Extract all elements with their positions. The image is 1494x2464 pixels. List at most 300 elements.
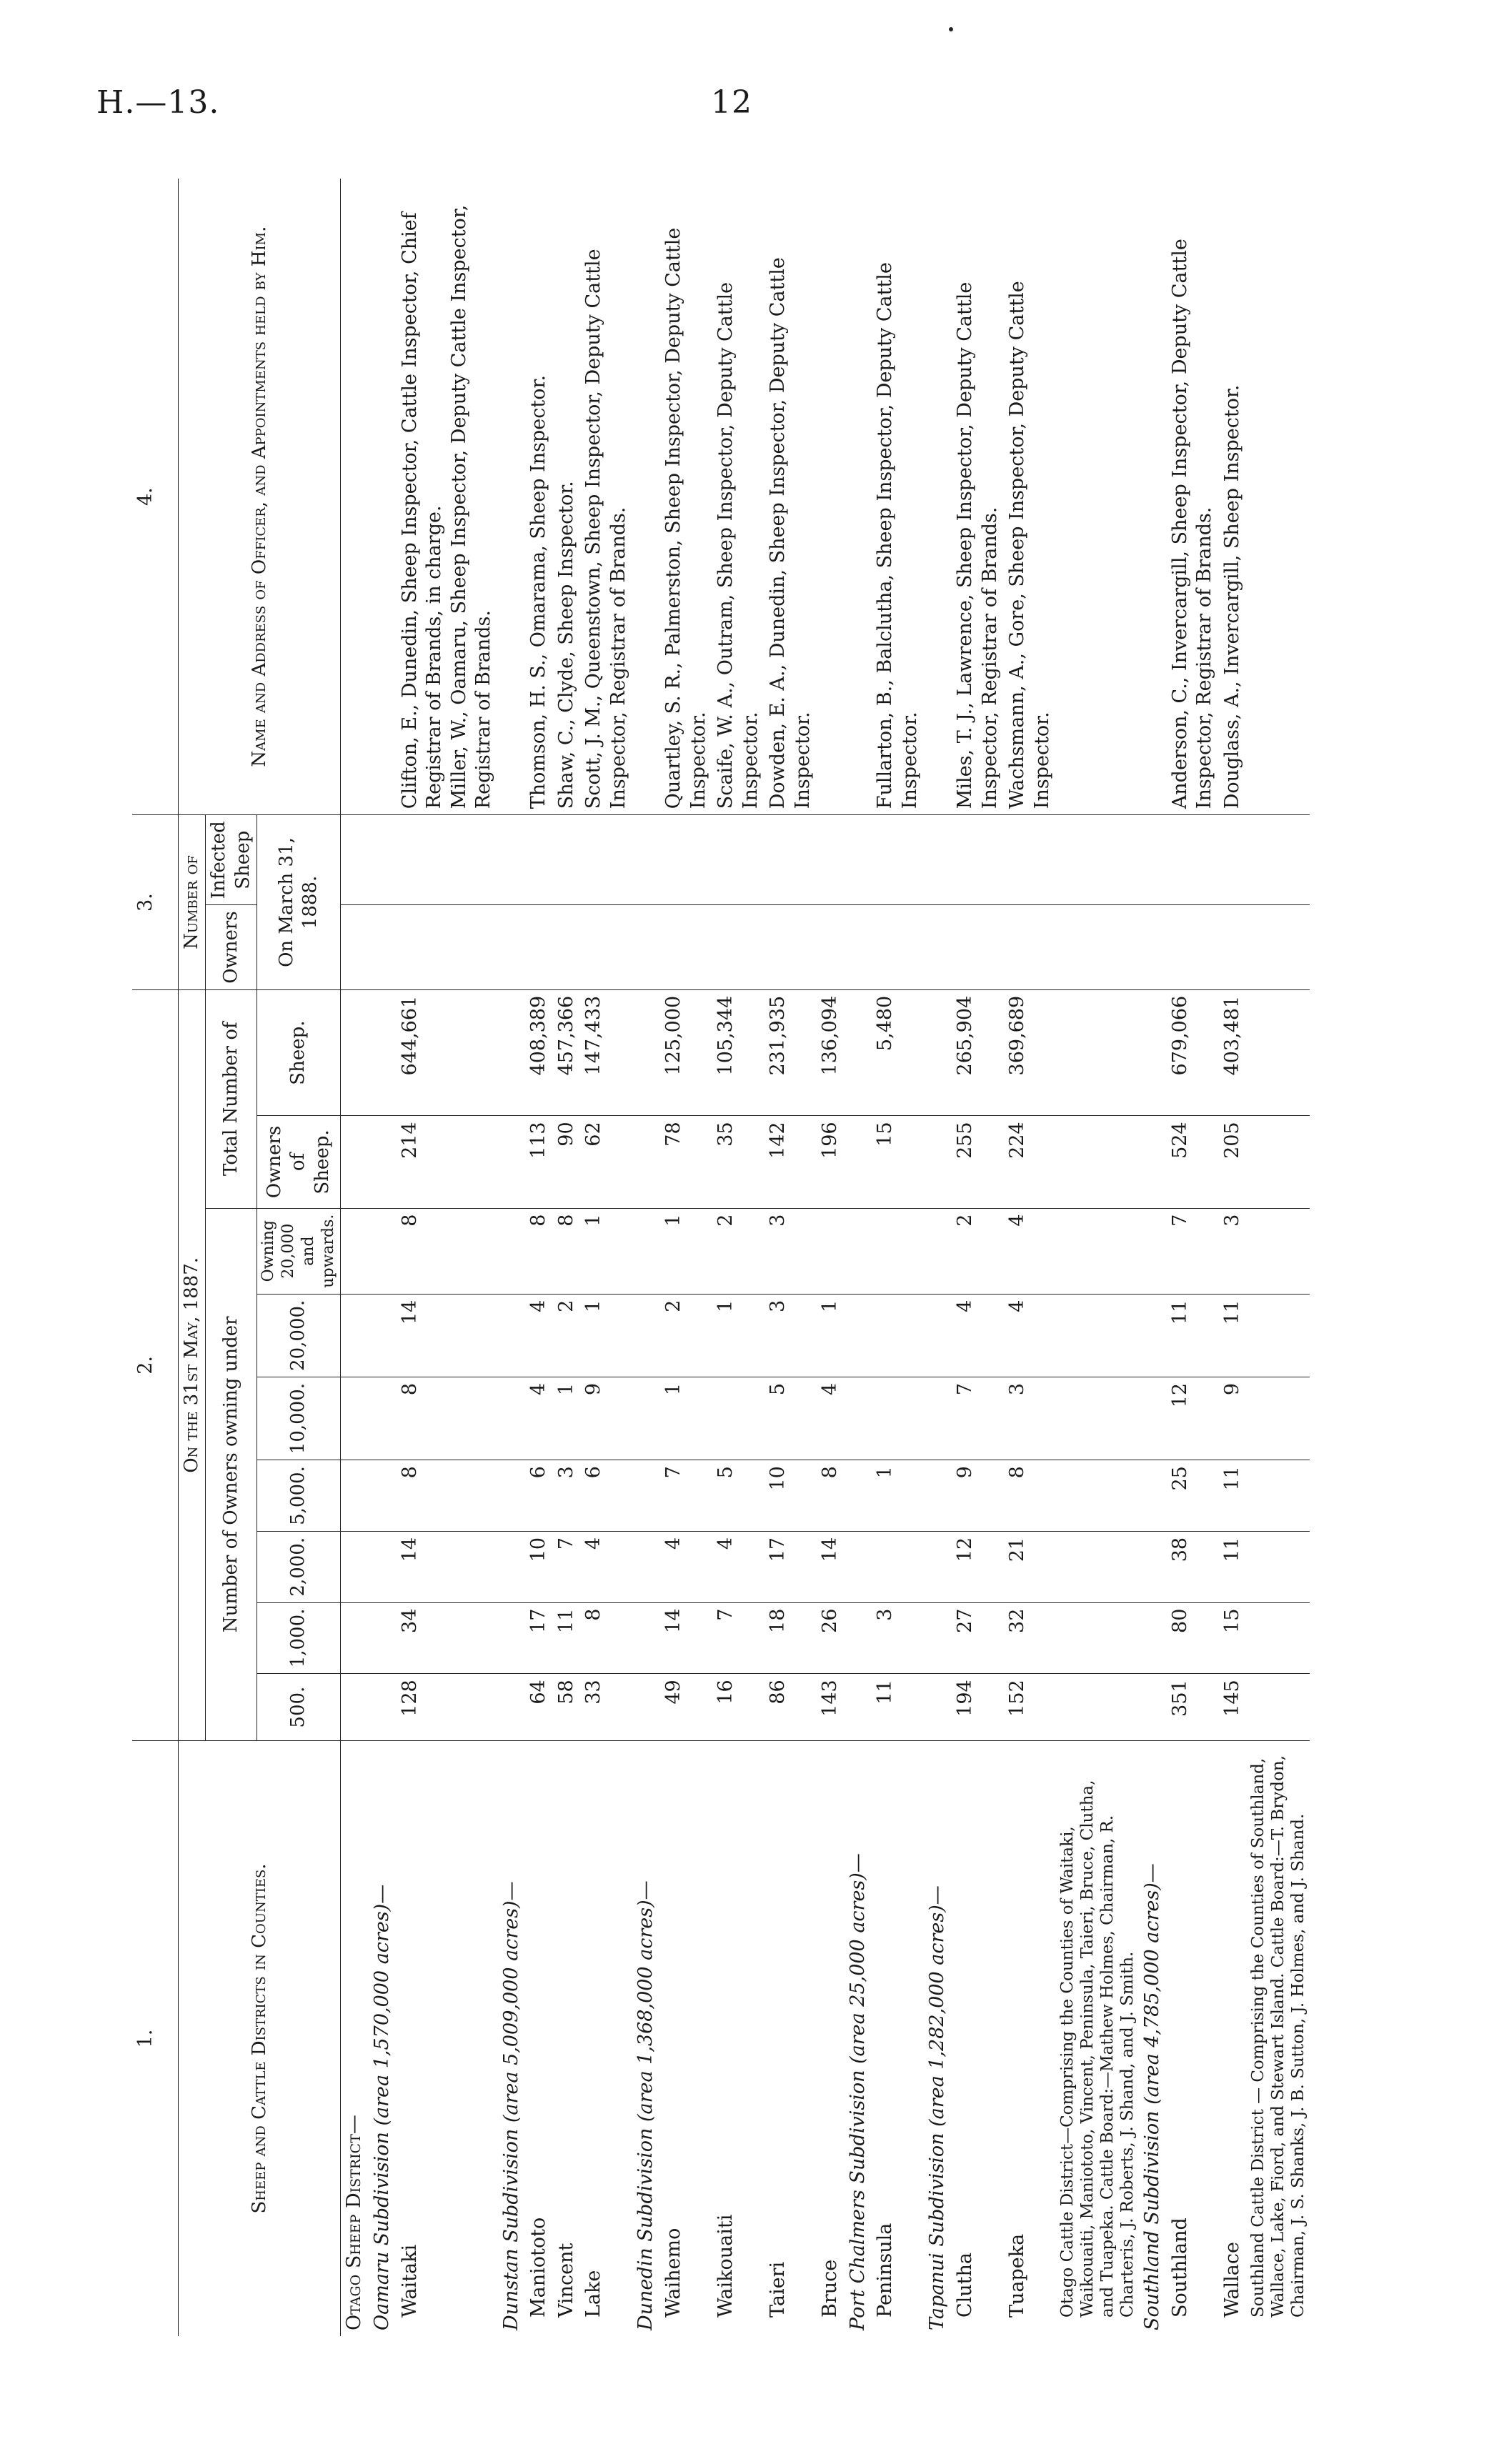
- cell-value: 8: [817, 1460, 845, 1532]
- cell-value: [845, 1116, 872, 1208]
- officer-entry: Dowden, E. A., Dunedin, Sheep Inspector, Deputy Cattle Inspector.: [767, 257, 814, 809]
- cell-value: 2: [553, 1294, 581, 1377]
- cell-value: [1247, 1531, 1310, 1602]
- cell-value: 136,094: [817, 989, 845, 1116]
- cell-value: [872, 1208, 924, 1294]
- cell-value: [1247, 1377, 1310, 1460]
- cell-value: [952, 815, 1004, 905]
- cell-value: 2: [712, 1208, 765, 1294]
- col2-number: 2.: [132, 989, 179, 1740]
- cell-value: [498, 1116, 526, 1208]
- cell-value: 10: [525, 1531, 553, 1602]
- cell-value: [1139, 815, 1167, 905]
- cell-value: [1056, 1208, 1139, 1294]
- table-row: [1167, 179, 1219, 2336]
- cell-value: [341, 1116, 369, 1208]
- cell-value: 49: [660, 1674, 712, 1741]
- cell-value: 679,066: [1167, 989, 1219, 1116]
- cell-value: 27: [952, 1602, 1004, 1674]
- cell-value: 11: [1219, 1294, 1247, 1377]
- cell-value: 1: [553, 1377, 581, 1460]
- cell-value: [1056, 989, 1139, 1116]
- cell-value: [498, 1602, 526, 1674]
- cell-value: [498, 1674, 526, 1741]
- cell-value: [369, 905, 397, 989]
- cell-value: [553, 815, 581, 905]
- cell-value: [498, 1531, 526, 1602]
- head-500: 500.: [257, 1674, 341, 1741]
- rotated-table: [132, 179, 1375, 2336]
- cell-value: [632, 1460, 660, 1532]
- cell-value: 11: [872, 1674, 924, 1741]
- cell-value: [1056, 1602, 1139, 1674]
- table-row: [525, 179, 553, 2336]
- cell-value: [1139, 989, 1167, 1116]
- officer-cell: [1056, 179, 1139, 815]
- head-20000: 20,000.: [257, 1294, 341, 1377]
- cell-value: [1219, 815, 1247, 905]
- cell-value: 11: [553, 1602, 581, 1674]
- officer-cell: [924, 179, 952, 815]
- cell-value: 4: [952, 1294, 1004, 1377]
- cell-value: 17: [765, 1531, 817, 1602]
- cell-value: [1056, 1294, 1139, 1377]
- cell-value: [845, 1531, 872, 1602]
- cell-value: 3: [872, 1602, 924, 1674]
- cell-value: 25: [1167, 1460, 1219, 1532]
- cell-value: [632, 1531, 660, 1602]
- cell-value: 142: [765, 1116, 817, 1208]
- cell-value: 3: [1004, 1377, 1056, 1460]
- cell-value: [845, 1208, 872, 1294]
- officer-cell: [765, 179, 817, 815]
- cell-value: [1247, 1674, 1310, 1741]
- cell-value: [1056, 1116, 1139, 1208]
- cell-value: [632, 1208, 660, 1294]
- cell-value: [341, 1460, 369, 1532]
- cell-value: [341, 905, 369, 989]
- cell-value: 457,366: [553, 989, 581, 1116]
- cell-value: 12: [1167, 1377, 1219, 1460]
- cell-value: 7: [660, 1460, 712, 1532]
- officer-cell: [397, 179, 498, 815]
- cell-value: [341, 1602, 369, 1674]
- cell-value: [845, 989, 872, 1116]
- officer-entry: Scaife, W. A., Outram, Sheep Inspector, Deputy Cattle Inspector.: [714, 281, 762, 809]
- cell-value: [1004, 815, 1056, 905]
- cell-value: [525, 905, 553, 989]
- cell-value: 1: [872, 1460, 924, 1532]
- col1-number: 1.: [132, 1740, 179, 2336]
- c3-owners-heading: Owners: [206, 905, 257, 989]
- cell-value: [872, 1377, 924, 1460]
- cell-value: [817, 905, 845, 989]
- cell-value: [498, 1377, 526, 1460]
- cell-value: [924, 1531, 952, 1602]
- head-sheep: Sheep.: [257, 989, 341, 1116]
- cell-value: 1: [660, 1377, 712, 1460]
- officer-cell: [952, 179, 1004, 815]
- cell-value: 21: [1004, 1531, 1056, 1602]
- cell-value: 10: [765, 1460, 817, 1532]
- cell-value: 4: [817, 1377, 845, 1460]
- cell-value: 147,433: [580, 989, 632, 1116]
- ink-speck: [949, 27, 953, 31]
- cell-value: [1056, 1460, 1139, 1532]
- cell-value: [580, 815, 632, 905]
- cell-value: 125,000: [660, 989, 712, 1116]
- cell-value: 143: [817, 1674, 845, 1741]
- cell-value: [872, 905, 924, 989]
- page-code: H.—13.: [96, 84, 220, 121]
- cell-value: 35: [712, 1116, 765, 1208]
- cell-value: 90: [553, 1116, 581, 1208]
- cell-value: [924, 989, 952, 1116]
- district-label: Tapanui Subdivision (area 1,282,000 acres)—: [926, 1885, 949, 2330]
- col3-number: 3.: [132, 815, 179, 990]
- cell-value: 16: [712, 1674, 765, 1741]
- district-label: Wallace: [1221, 2242, 1244, 2318]
- cell-value: 255: [952, 1116, 1004, 1208]
- officer-cell: [1247, 179, 1310, 815]
- cell-value: [369, 1531, 397, 1602]
- table-row: [817, 179, 845, 2336]
- head-2000: 2,000.: [257, 1531, 341, 1602]
- cell-value: 5,480: [872, 989, 924, 1116]
- rotated-table-stage: [132, 179, 1375, 2336]
- cell-value: [632, 1294, 660, 1377]
- cell-value: 32: [1004, 1602, 1056, 1674]
- cell-value: 128: [397, 1674, 498, 1741]
- cell-value: [1139, 1208, 1167, 1294]
- officer-entry: Anderson, C., Invercargill, Sheep Inspector, Deputy Cattle Inspector, Registrar of Brands.: [1168, 239, 1216, 809]
- col2-title: On the 31st May, 1887.: [179, 989, 206, 1740]
- cell-value: [1056, 905, 1139, 989]
- cell-value: 8: [553, 1208, 581, 1294]
- officer-cell: [341, 179, 369, 815]
- table-row: [1219, 179, 1247, 2336]
- head-5000: 5,000.: [257, 1460, 341, 1532]
- cell-value: 4: [580, 1531, 632, 1602]
- district-label: Southland Cattle District — Comprising the Counties of Southland, Wallace, Lake, Fiord, and Stewart Island. Cattle Board:—T. Brydon, Chairman, J. S. Shanks, J. B. Sutton, J. Holmes, and J. Shand.: [1248, 1755, 1308, 2318]
- head-owners-of-sheep: Owners of Sheep.: [257, 1116, 341, 1208]
- head-1000: 1,000.: [257, 1602, 341, 1674]
- cell-value: 80: [1167, 1602, 1219, 1674]
- cell-value: 1: [580, 1294, 632, 1377]
- officer-cell: [817, 179, 845, 815]
- cell-value: 8: [525, 1208, 553, 1294]
- cell-value: [872, 815, 924, 905]
- cell-value: [845, 815, 872, 905]
- cell-value: 26: [817, 1602, 845, 1674]
- cell-value: [632, 1602, 660, 1674]
- cell-value: 14: [660, 1602, 712, 1674]
- cell-value: 644,661: [397, 989, 498, 1116]
- table-row: [924, 179, 952, 2336]
- cell-value: [632, 1377, 660, 1460]
- cell-value: 15: [1219, 1602, 1247, 1674]
- district-label: Dunstan Subdivision (area 5,009,000 acres)—: [499, 1881, 522, 2330]
- cell-value: 408,389: [525, 989, 553, 1116]
- officer-entry: Fullarton, B., Balclutha, Sheep Inspector, Deputy Cattle Inspector.: [874, 262, 921, 809]
- cell-value: 34: [397, 1602, 498, 1674]
- officer-entry: Quartley, S. R., Palmerston, Sheep Inspector, Deputy Cattle Inspector.: [662, 227, 709, 809]
- district-label: Tuapeka: [1006, 2233, 1029, 2318]
- cell-value: [765, 815, 817, 905]
- cell-value: 9: [952, 1460, 1004, 1532]
- officer-entry: Miller, W., Oamaru, Sheep Inspector, Deputy Cattle Inspector, Registrar of Brands.: [447, 204, 495, 809]
- cell-value: 214: [397, 1116, 498, 1208]
- officer-entry: Miles, T. J., Lawrence, Sheep Inspector, Deputy Cattle Inspector, Registrar of Brands.: [954, 281, 1001, 809]
- officer-cell: [1139, 179, 1167, 815]
- cell-value: 3: [553, 1460, 581, 1532]
- c3-infected-heading: Infected Sheep: [206, 815, 257, 905]
- cell-value: 7: [1167, 1208, 1219, 1294]
- head-march-date: On March 31, 1888.: [257, 815, 341, 990]
- district-label: Lake: [582, 2270, 605, 2318]
- col1-title: Sheep and Cattle Districts in Counties.: [179, 1740, 341, 2336]
- cell-value: 194: [952, 1674, 1004, 1741]
- cell-value: 224: [1004, 1116, 1056, 1208]
- cell-value: [1247, 815, 1310, 905]
- cell-value: [1219, 905, 1247, 989]
- cell-value: [498, 989, 526, 1116]
- cell-value: [397, 905, 498, 989]
- cell-value: [580, 905, 632, 989]
- district-label: Waitaki: [398, 2244, 421, 2318]
- officer-entry: Wachsmann, A., Gore, Sheep Inspector, Deputy Cattle Inspector.: [1006, 281, 1053, 809]
- officer-entry: Shaw, C., Clyde, Sheep Inspector.: [554, 481, 577, 809]
- table-row: [712, 179, 765, 2336]
- table-row: [845, 179, 872, 2336]
- cell-value: 58: [553, 1674, 581, 1741]
- cell-value: 9: [1219, 1377, 1247, 1460]
- table-row: [1139, 179, 1167, 2336]
- cell-value: 8: [397, 1460, 498, 1532]
- cell-value: [341, 815, 369, 905]
- cell-value: [369, 1460, 397, 1532]
- cell-value: 14: [817, 1531, 845, 1602]
- cell-value: 1: [712, 1294, 765, 1377]
- cell-value: 1: [580, 1208, 632, 1294]
- cell-value: [341, 989, 369, 1116]
- table-row: [397, 179, 498, 2336]
- cell-value: 15: [872, 1116, 924, 1208]
- cell-value: [525, 815, 553, 905]
- district-label: Oamaru Subdivision (area 1,570,000 acres)—: [370, 1884, 393, 2330]
- table-row: [1247, 179, 1310, 2336]
- officer-cell: [553, 179, 581, 815]
- cell-value: 5: [712, 1460, 765, 1532]
- cell-value: [952, 905, 1004, 989]
- cell-value: [872, 1294, 924, 1377]
- cell-value: 1: [660, 1208, 712, 1294]
- cell-value: [660, 905, 712, 989]
- cell-value: [924, 815, 952, 905]
- cell-value: 403,481: [1219, 989, 1247, 1116]
- district-label: Taieri: [767, 2261, 790, 2318]
- table-row: [498, 179, 526, 2336]
- cell-value: 3: [1219, 1208, 1247, 1294]
- cell-value: [341, 1294, 369, 1377]
- head-10000: 10,000.: [257, 1377, 341, 1460]
- cell-value: 152: [1004, 1674, 1056, 1741]
- cell-value: 8: [397, 1208, 498, 1294]
- officer-cell: [845, 179, 872, 815]
- officer-cell: [1219, 179, 1247, 815]
- cell-value: [341, 1377, 369, 1460]
- cell-value: [924, 1116, 952, 1208]
- cell-value: [765, 905, 817, 989]
- col4-title: Name and Address of Officer, and Appointments held by Him.: [179, 179, 341, 815]
- table-row: [952, 179, 1004, 2336]
- officer-cell: [369, 179, 397, 815]
- cell-value: 3: [765, 1294, 817, 1377]
- cell-value: [924, 1377, 952, 1460]
- cell-value: [1056, 1377, 1139, 1460]
- cell-value: [660, 815, 712, 905]
- cell-value: 4: [1004, 1208, 1056, 1294]
- cell-value: [872, 1531, 924, 1602]
- cell-value: 8: [1004, 1460, 1056, 1532]
- cell-value: [817, 1208, 845, 1294]
- cell-value: 14: [397, 1294, 498, 1377]
- officer-cell: [580, 179, 632, 815]
- officer-entry: Clifton, E., Dunedin, Sheep Inspector, Cattle Inspector, Chief Registrar of Brands, in charge.: [398, 212, 446, 809]
- cell-value: 351: [1167, 1674, 1219, 1741]
- cell-value: [341, 1208, 369, 1294]
- officer-cell: [498, 179, 526, 815]
- cell-value: [845, 1674, 872, 1741]
- cell-value: 3: [765, 1208, 817, 1294]
- table-row: [580, 179, 632, 2336]
- cell-value: [498, 905, 526, 989]
- cell-value: [845, 1602, 872, 1674]
- cell-value: 11: [1167, 1294, 1219, 1377]
- cell-value: 196: [817, 1116, 845, 1208]
- sheep-return-table: [132, 179, 1310, 2336]
- cell-value: 524: [1167, 1116, 1219, 1208]
- cell-value: [498, 1294, 526, 1377]
- district-label: Peninsula: [874, 2223, 897, 2318]
- cell-value: 7: [952, 1377, 1004, 1460]
- cell-value: 1: [817, 1294, 845, 1377]
- total-number-heading: Total Number of: [206, 989, 257, 1208]
- cell-value: [1167, 815, 1219, 905]
- cell-value: 8: [580, 1602, 632, 1674]
- cell-value: [553, 905, 581, 989]
- cell-value: 2: [952, 1208, 1004, 1294]
- cell-value: [369, 1377, 397, 1460]
- officer-cell: [660, 179, 712, 815]
- cell-value: [369, 1116, 397, 1208]
- cell-value: [341, 1674, 369, 1741]
- cell-value: 33: [580, 1674, 632, 1741]
- cell-value: 145: [1219, 1674, 1247, 1741]
- cell-value: [1247, 1294, 1310, 1377]
- cell-value: [1167, 905, 1219, 989]
- cell-value: 6: [525, 1460, 553, 1532]
- cell-value: 11: [1219, 1460, 1247, 1532]
- officer-entry: Scott, J. M., Queenstown, Sheep Inspector, Deputy Cattle Inspector, Registrar of Brands.: [582, 249, 629, 809]
- cell-value: [498, 1208, 526, 1294]
- officer-entry: Douglass, A., Invercargill, Sheep Inspector.: [1221, 384, 1244, 809]
- cell-value: [632, 815, 660, 905]
- district-label: Otago Sheep District—: [343, 2115, 366, 2330]
- table-row: [1056, 179, 1139, 2336]
- col3-title: Number of: [179, 815, 206, 990]
- cell-value: 4: [1004, 1294, 1056, 1377]
- table-row: [872, 179, 924, 2336]
- district-label: Waikouaiti: [714, 2214, 737, 2318]
- cell-value: 18: [765, 1602, 817, 1674]
- cell-value: [369, 989, 397, 1116]
- cell-value: [632, 1116, 660, 1208]
- cell-value: 11: [1219, 1531, 1247, 1602]
- cell-value: 78: [660, 1116, 712, 1208]
- cell-value: [845, 1294, 872, 1377]
- district-label: Bruce: [819, 2259, 842, 2318]
- cell-value: [1004, 905, 1056, 989]
- cell-value: 64: [525, 1674, 553, 1741]
- table-row: [341, 179, 369, 2336]
- cell-value: [369, 1674, 397, 1741]
- cell-value: [1247, 1460, 1310, 1532]
- officer-cell: [525, 179, 553, 815]
- cell-value: [1056, 1531, 1139, 1602]
- owners-under-heading: Number of Owners owning under: [206, 1208, 257, 1740]
- cell-value: [817, 815, 845, 905]
- cell-value: [369, 1208, 397, 1294]
- cell-value: 8: [397, 1377, 498, 1460]
- cell-value: [845, 1377, 872, 1460]
- table-row: [1004, 179, 1056, 2336]
- table-row: [369, 179, 397, 2336]
- cell-value: [924, 905, 952, 989]
- cell-value: [1139, 1116, 1167, 1208]
- officer-cell: [632, 179, 660, 815]
- cell-value: [1247, 1602, 1310, 1674]
- cell-value: [1139, 1294, 1167, 1377]
- table-row: [632, 179, 660, 2336]
- cell-value: [632, 905, 660, 989]
- officer-cell: [1167, 179, 1219, 815]
- cell-value: [924, 1602, 952, 1674]
- cell-value: [498, 815, 526, 905]
- officer-cell: [1004, 179, 1056, 815]
- cell-value: [845, 905, 872, 989]
- cell-value: [632, 1674, 660, 1741]
- cell-value: 12: [952, 1531, 1004, 1602]
- district-label: Vincent: [554, 2243, 577, 2318]
- cell-value: [1247, 1208, 1310, 1294]
- cell-value: 231,935: [765, 989, 817, 1116]
- cell-value: 7: [712, 1602, 765, 1674]
- officer-cell: [872, 179, 924, 815]
- cell-value: 7: [553, 1531, 581, 1602]
- table-row: [553, 179, 581, 2336]
- cell-value: 265,904: [952, 989, 1004, 1116]
- cell-value: 2: [660, 1294, 712, 1377]
- cell-value: [924, 1208, 952, 1294]
- cell-value: [1056, 815, 1139, 905]
- cell-value: 4: [712, 1531, 765, 1602]
- cell-value: [1139, 1602, 1167, 1674]
- cell-value: [1247, 905, 1310, 989]
- district-label: Otago Cattle District—Comprising the Counties of Waitaki, Waikouaiti, Maniototo, Vincent, Peninsula, Taieri, Bruce, Clutha, and Tuapeka. Cattle Board:—Mathew Holmes, Chairman, R. Charteris, J. Roberts, J. Shand, and J. Smith.: [1058, 1780, 1137, 2318]
- head-upwards: Owning 20,000 and upwards.: [257, 1208, 341, 1294]
- cell-value: [369, 1602, 397, 1674]
